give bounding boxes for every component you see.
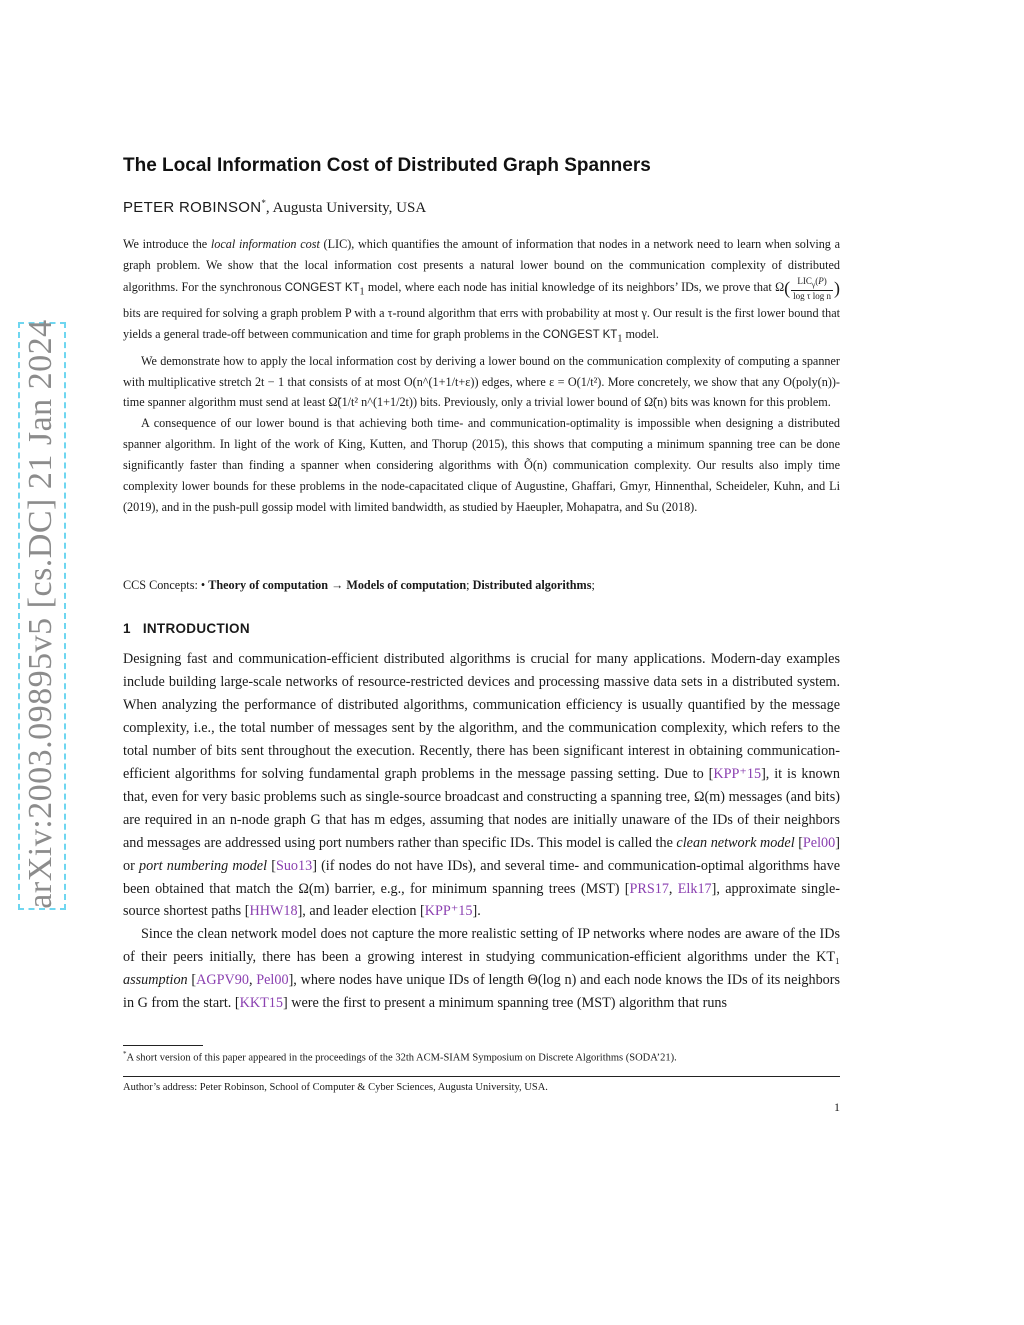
body-text-run: [ <box>187 972 197 989</box>
citation-link[interactable]: PRS17 <box>629 880 669 897</box>
body-text-run: ] were the first to present a minimum spanning tree (MST) algorithm that runs <box>282 995 728 1012</box>
body-text-run: Designing fast and communication-efficient distributed algorithms is crucial for many applications. Modern-day examples include building large-scale networks of resource-restricted devices and processing massive data sets in a distributed system. When analyzing the performance of distributed algorithms, communication efficiency is usually quantified by the message complexity, i.e., the total number of messages sent by the algorithm, and the communication complexity, which refers to the total number of bits sent throughout the execution. Recently, there has been significant interest in obtaining communication-efficient algorithms for solving fundamental graph problems in the message passing setting. Due to [ <box>123 651 840 782</box>
abstract-text: model. <box>622 327 659 342</box>
lic-fraction: $\frac{LIC_\gamma(P)}{\text{log τ log n}}$ <box>793 275 832 301</box>
footnote-marker: * <box>123 1050 127 1058</box>
body-text-run: ]. <box>472 903 481 920</box>
body-text-run: , <box>248 972 257 989</box>
body-text-run: ] or <box>123 834 840 874</box>
author-footnote-marker: * <box>261 198 266 208</box>
address-rule <box>123 1076 840 1077</box>
footnote-text: A short version of this paper appeared in the proceedings of the 32th ACM-SIAM Symposium on Discrete Algorithms (SODA’21). <box>126 1052 677 1064</box>
body-text-run: ], where nodes have unique IDs of length Θ(log n) and each node knows the IDs of its neighbors in G from the start. [ <box>123 972 841 1012</box>
abstract <box>123 234 840 518</box>
footnote <box>123 1050 840 1064</box>
author-line <box>123 198 840 217</box>
citation-link[interactable]: Suo13 <box>275 857 313 874</box>
paper-title: The Local Information Cost of Distributed Graph Spanners <box>123 155 651 176</box>
citation-link[interactable]: KPP⁺15 <box>424 903 473 920</box>
body-paragraph-1 <box>123 648 840 923</box>
footnote-rule <box>123 1045 203 1046</box>
ccs-arrow: → <box>328 578 347 592</box>
abstract-text: bits are required for solving a graph problem P with a τ-round algorithm that errs with probability at most γ. Our result is the first lower bound that yields a general trade-off between communication and time for graph problems in the <box>123 306 840 342</box>
abstract-text: (LIC), which quantifies the amount of information that nodes in a network need to learn when solving a graph problem. We show that the local information cost presents a natural lower bound on the communication complexity of distributed algorithms. For the synchronous <box>123 237 840 295</box>
author-address: Author’s address: Peter Robinson, School of Computer & Cyber Sciences, Augusta University, USA. <box>123 1082 548 1093</box>
abstract-paragraph-3: A consequence of our lower bound is that achieving both time- and communication-optimality is impossible when designing a distributed spanner algorithm. In light of the work of King, Kutten, and Thorup (2015), this shows that computing a minimum spanning tree can be done significantly faster than finding a spanner when considering algorithms with Õ(n) communication complexity. Our results also imply time complexity lower bounds for these problems in the node-capacitated clique of Augustine, Ghaffari, Gmyr, Hinnenthal, Scheideler, Kuhn, and Li (2019), and in the push-pull gossip model with limited bandwidth, as studied by Haeupler, Mohapatra, and Su (2018). <box>123 416 840 514</box>
page-number: 1 <box>834 1100 840 1114</box>
emphasis: assumption <box>123 972 188 989</box>
ccs-concepts <box>123 578 840 593</box>
body-text <box>123 648 840 1015</box>
body-text-run: ], and leader election [ <box>297 903 425 920</box>
congest-model-name: CONGEST KT <box>284 282 360 295</box>
ccs-concept: Models of computation <box>346 578 467 592</box>
fraction-denominator: log τ log n <box>793 290 832 301</box>
body-text-run: ] (if nodes do not have IDs), and several time- and communication-optimal algorithms have been obtained that match the Ω(m) barrier, e.g., for minimum spanning trees (MST) [ <box>123 857 840 897</box>
section-number: 1 <box>123 621 131 636</box>
emphasis: clean network model <box>676 834 795 851</box>
citation-link[interactable]: Pel00 <box>256 972 289 989</box>
ccs-label: CCS Concepts: • <box>123 578 209 592</box>
citation-link[interactable]: AGPV90 <box>196 972 249 989</box>
emphasis: port numbering model <box>138 857 268 874</box>
author-name: PETER ROBINSON <box>123 199 262 216</box>
abstract-text: model, where each node has initial knowledge of its neighbors’ IDs, we prove that Ω <box>364 280 785 295</box>
citation-link[interactable]: Pel00 <box>802 834 836 851</box>
author-affiliation: , Augusta University, USA <box>265 200 427 216</box>
body-text-run: , <box>668 880 678 897</box>
abstract-text: We introduce the <box>123 237 211 251</box>
ccs-end: ; <box>591 578 595 592</box>
arxiv-identifier: arXiv:2003.09895v5 [cs.DC] 21 Jan 2024 <box>22 319 59 909</box>
ccs-concept: Theory of computation <box>208 578 329 592</box>
abstract-paragraph-1: We introduce the local information cost (LIC), which quantifies the amount of information that nodes in a network need to learn when solving a graph problem. We show that the local information cost presents a natural lower bound on the communication complexity of distributed algorithms. For the synchronous CONGEST $KT_1$ model, where each node has initial knowledge of its neighbors’ IDs, we prove that Ω( $\frac{LIC_\gamma(P)}{\text{log τ log n}}$ ) bits are required for solving a graph problem P with a τ-round algorithm that errs with probability at most γ. Our result is the first lower bound that yields a general trade-off between communication and time for graph problems in the CONGEST $KT_1$ model. <box>123 237 841 345</box>
section-title: INTRODUCTION <box>142 621 250 636</box>
body-text-run: ], approximate single-source shortest paths [ <box>123 880 840 920</box>
citation-link[interactable]: KPP⁺15 <box>713 765 762 782</box>
abstract-paragraph-2: We demonstrate how to apply the local information cost by deriving a lower bound on the communication complexity of computing a spanner with multiplicative stretch 2t − 1 that consists of at most O(n^(1+1/t+ε)) edges, where ε = O(1/t²). More concretely, we show that any O(poly(n))-time spanner algorithm must send at least Ω̃(1/t² n^(1+1/2t)) bits. Previously, only a trivial lower bound of Ω̃(n) bits was known for this problem. <box>123 353 840 410</box>
abstract-term-lic: local information cost <box>210 237 320 251</box>
body-text-run: ], it is known that, even for very basic problems such as single-source broadcast and constructing a spanning tree, Ω(m) messages (and bits) are required in an n-node graph G that has m edges, assuming that nodes are initially unaware of the IDs of their neighbors and messages are addressed using port numbers rather than specific IDs. This model is called the <box>123 765 840 851</box>
citation-link[interactable]: Elk17 <box>677 880 712 897</box>
body-text-run: Since the clean network model does not capture the more realistic setting of IP networks where nodes are aware of the IDs of their peers initially, there has been a growing interest in studying communication-efficient algorithms under the KT₁ <box>123 926 840 966</box>
citation-link[interactable]: HHW18 <box>249 903 298 920</box>
ccs-concept: Distributed algorithms <box>472 578 592 592</box>
citation-link[interactable]: KKT15 <box>239 995 283 1012</box>
body-text-run: [ <box>267 857 276 874</box>
body-paragraph-2 <box>123 923 840 1015</box>
fraction-numerator: LIC <box>797 275 812 286</box>
congest-model-name: CONGEST KT <box>542 329 618 342</box>
body-text-run: [ <box>794 834 803 851</box>
section-heading <box>123 621 840 636</box>
ccs-separator: ; <box>466 578 473 592</box>
